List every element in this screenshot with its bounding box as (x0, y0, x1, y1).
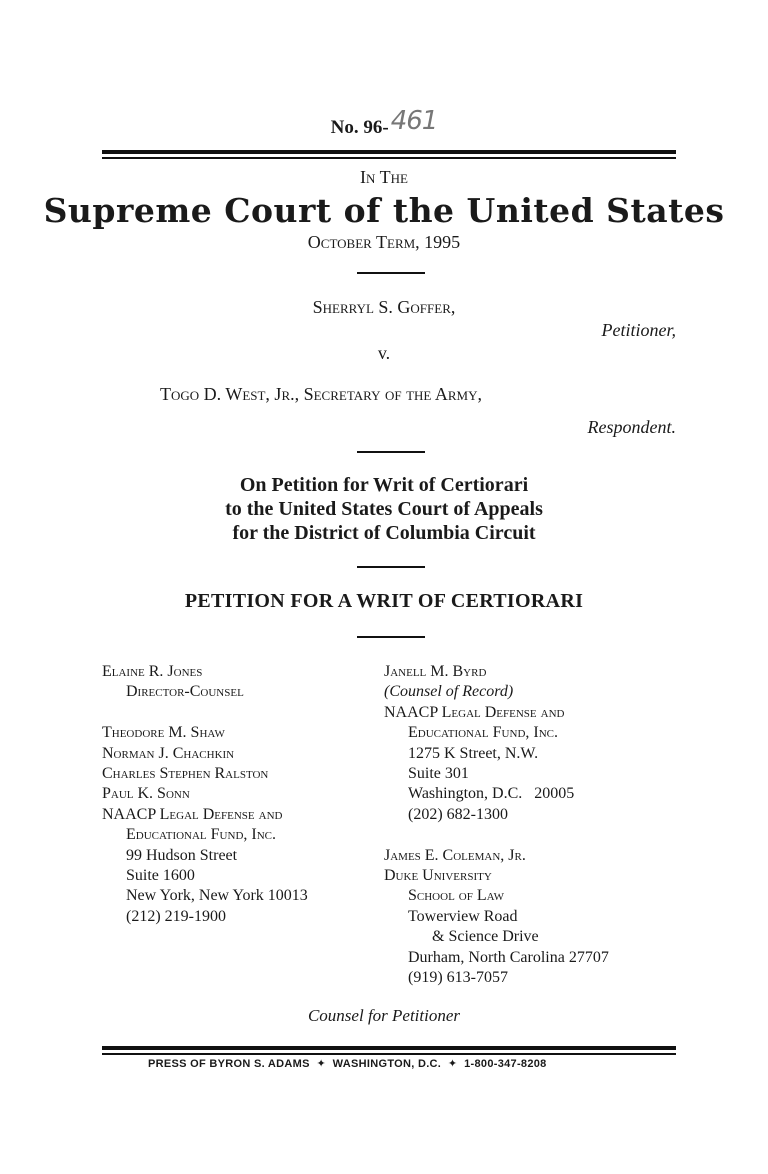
press-imprint: PRESS OF BYRON S. ADAMS ✦ WASHINGTON, D.C. ✦ 1-800-347-8208 (148, 1058, 547, 1070)
counsel-name: Charles Stephen Ralston (102, 765, 269, 783)
bottom-rule-thin (102, 1053, 676, 1055)
address-line: Suite 301 (408, 765, 469, 783)
petition-line-3: for the District of Columbia Circuit (232, 522, 536, 544)
separator-2 (357, 451, 425, 453)
address-line: Durham, North Carolina 27707 (408, 948, 609, 966)
counsel-for-petitioner: Counsel for Petitioner (307, 1006, 461, 1025)
counsel-name: Paul K. Sonn (102, 785, 190, 803)
petitioner-role: Petitioner, (601, 320, 676, 340)
counsel-name: James E. Coleman, Jr. (384, 846, 526, 864)
organization: NAACP Legal Defense and (102, 805, 283, 823)
handwritten-docket-number: 461 (390, 106, 438, 136)
organization: Educational Fund, Inc. (408, 724, 558, 742)
university: Duke University (384, 867, 492, 885)
court-name: Supreme Court of the United States (43, 191, 725, 230)
address-line: 1275 K Street, N.W. (408, 744, 539, 762)
petition-line-2: to the United States Court of Appeals (225, 498, 543, 520)
bottom-rule-thick (102, 1046, 676, 1050)
respondent-role: Respondent. (587, 417, 676, 437)
address-line: & Science Drive (432, 928, 539, 946)
address-line: Suite 1600 (126, 867, 195, 885)
address-line: Washington, D.C. 20005 (408, 785, 575, 803)
counsel-title: (Counsel of Record) (384, 683, 514, 701)
phone-number: (919) 613-7057 (408, 969, 508, 987)
counsel-right-column (384, 662, 684, 988)
organization: Educational Fund, Inc. (126, 826, 276, 844)
school: School of Law (408, 887, 505, 905)
court-term: October Term, 1995 (307, 232, 461, 252)
versus: v. (377, 343, 391, 363)
phone-number: (212) 219-1900 (126, 907, 226, 925)
counsel-name: Elaine R. Jones (102, 663, 203, 680)
top-rule-thin (102, 157, 676, 159)
in-the-heading: In The (360, 167, 408, 187)
separator-4 (357, 636, 425, 638)
separator-3 (357, 566, 425, 568)
organization: NAACP Legal Defense and (384, 703, 565, 721)
petition-title: PETITION FOR A WRIT OF CERTIORARI (184, 590, 584, 612)
address-line: Towerview Road (408, 907, 518, 925)
top-rule-thick (102, 150, 676, 154)
docket-label: No. 96- (330, 117, 389, 138)
counsel-name: Norman J. Chachkin (102, 744, 235, 762)
separator-1 (357, 272, 425, 274)
address-line: 99 Hudson Street (126, 846, 238, 864)
petitioner-name: Sherryl S. Goffer, (312, 297, 456, 317)
petition-line-1: On Petition for Writ of Certiorari (239, 474, 529, 496)
address-line: New York, New York 10013 (126, 887, 308, 905)
counsel-left-column (102, 662, 372, 927)
petition-description (0, 473, 768, 545)
docket-number (0, 106, 768, 140)
counsel-name: Janell M. Byrd (384, 663, 487, 680)
respondent-name: Togo D. West, Jr., Secretary of the Army, (160, 384, 482, 404)
counsel-name: Theodore M. Shaw (102, 724, 225, 742)
counsel-title: Director-Counsel (126, 683, 244, 701)
phone-number: (202) 682-1300 (408, 805, 508, 823)
